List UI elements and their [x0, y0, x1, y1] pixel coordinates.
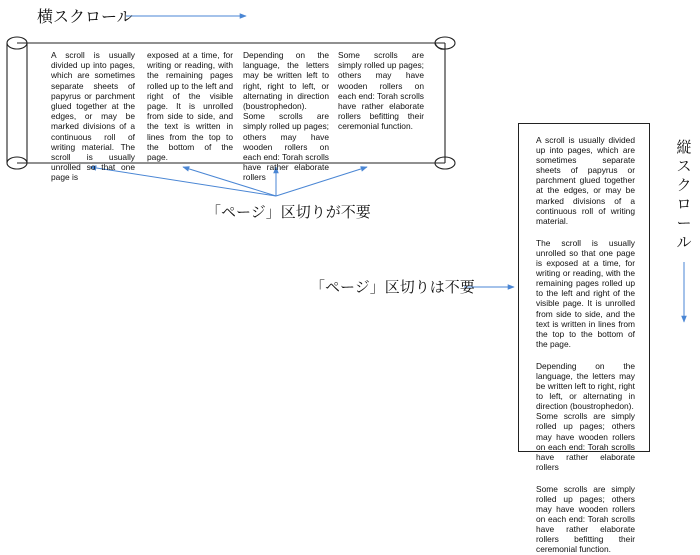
vertical-title-char: ク [676, 176, 692, 194]
vertical-scroll-title [674, 138, 694, 252]
column-text: Depending on the language, the letters may be written left to right, right to left, or alternating in direction (boustrophedon). [243, 50, 329, 112]
scroll-page-column-4 [338, 50, 424, 132]
scroll-page-column-2 [147, 50, 233, 162]
vertical-title-char: 縦 [676, 138, 692, 156]
horizontal-scroll-title: 横スクロール [37, 7, 133, 26]
scroll-page-column-3 [243, 50, 329, 183]
column-text: Some scrolls are simply rolled up pages; others may have wooden rollers on each end: Torah scrolls have rather elaborate rollers befitting their ceremonial function. [338, 50, 424, 132]
right-roller-curl [435, 43, 445, 49]
vertical-page-break-note: 「ページ」区切りは不要 [310, 278, 475, 296]
vertical-title-char: ル [676, 233, 692, 251]
column-text: A scroll is usually divided up into pages, which are sometimes separate sheets of papyrus or parchment glued together at the edges, or may be marked divisions of a continuous roll of writing material. The scroll is usually unrolled so that one page is [51, 50, 135, 183]
vertical-paragraph: Some scrolls are simply rolled up pages; others may have wooden rollers on each end: Torah scrolls have rather elaborate rollers befitting their ceremonial function. [536, 483, 635, 555]
vertical-paragraph: Depending on the language, the letters may be written left to right, right to left, or alternating in direction (boustrophedon). [536, 360, 635, 412]
column-text: exposed at a time, for writing or reading, with the remaining pages rolled up to the left and right of the visible page. It is unrolled from side to side, and the text is written in lines from the top to the bottom of the page. [147, 50, 233, 163]
vertical-title-char: ス [676, 157, 692, 175]
vertical-scroll [518, 123, 650, 555]
vertical-paragraph: Some scrolls are simply rolled up pages; others may have wooden rollers on each end: Torah scrolls have rather elaborate rollers [536, 411, 635, 472]
vertical-title-char: ロ [676, 195, 692, 213]
vertical-paragraph: The scroll is usually unrolled so that one page is exposed at a time, for writing or reading, with the remaining pages rolled up to the left and right of the visible page. It is unrolled from side to side, and the text is written in lines from the top to the bottom of the page. [536, 237, 635, 349]
vertical-title-char: ー [676, 214, 692, 232]
scroll-page-column-1 [51, 50, 135, 183]
column-text: Some scrolls are simply rolled up pages; others may have wooden rollers on each end: Torah scrolls have rather elaborate rollers [243, 111, 329, 183]
horizontal-page-break-note: 「ページ」区切りが不要 [206, 203, 371, 221]
vertical-paragraph: A scroll is usually divided up into pages, which are sometimes separate sheets of papyrus or parchment glued together at the edges, or may be marked divisions of a continuous roll of writing material. [536, 135, 635, 226]
